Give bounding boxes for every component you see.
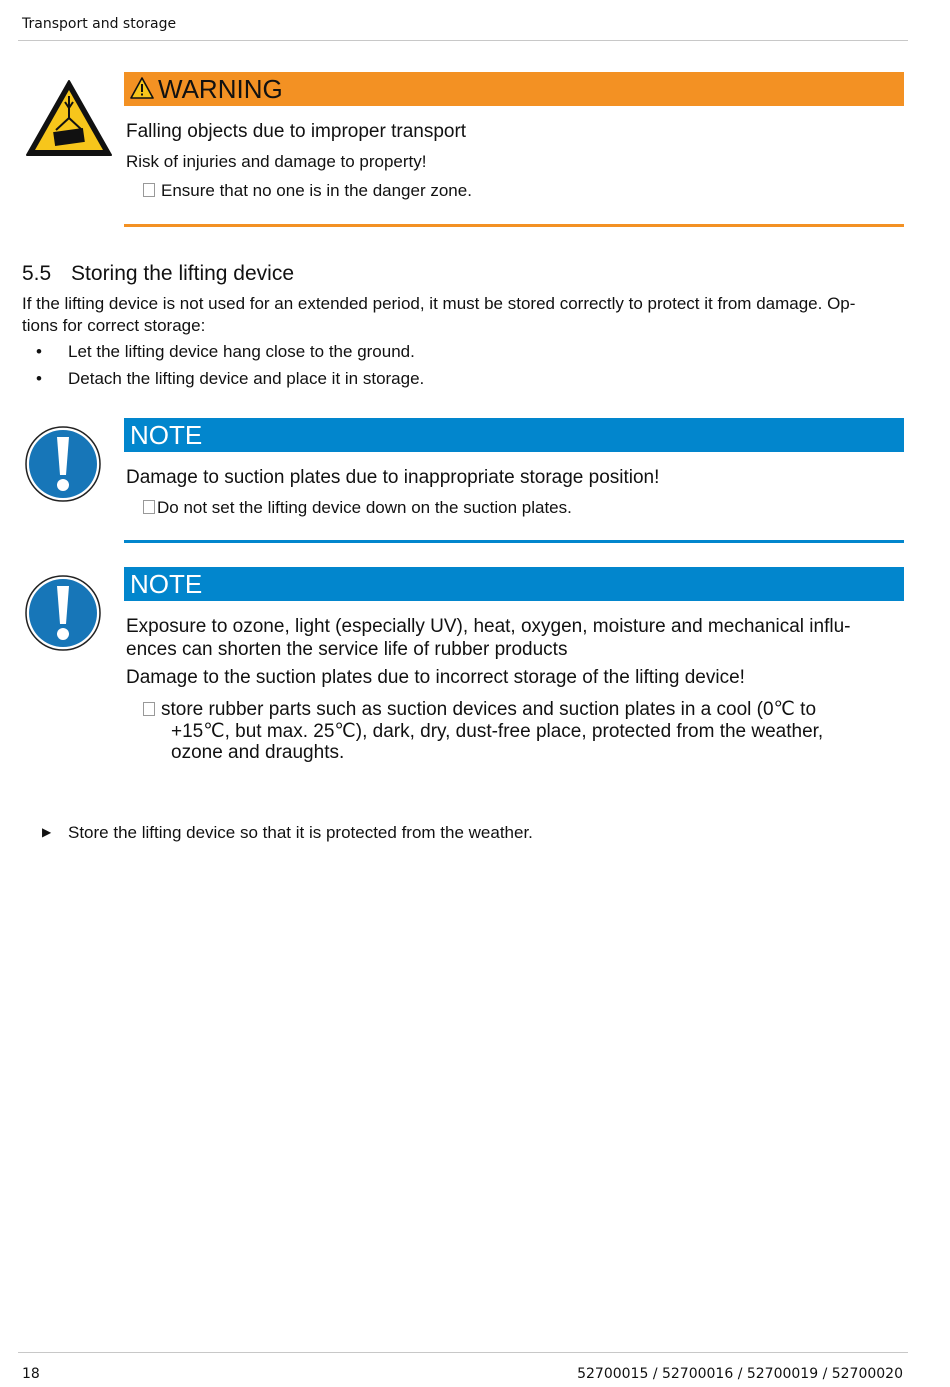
bullet-item: • Detach the lifting device and place it in storage. [36,369,425,388]
section-intro-line2: tions for correct storage: [22,316,206,335]
note-banner: NOTE [124,418,904,452]
note-banner: NOTE [124,567,904,601]
note1-end-rule [124,540,904,543]
page-number: 18 [22,1366,40,1382]
bullet-item: • Let the lifting device hang close to the ground. [36,342,415,361]
document-numbers: 52700015 / 52700016 / 52700019 / 52700020 [577,1366,903,1382]
warning-banner [124,72,904,106]
section-title: Storing the lifting device [71,262,295,285]
footer-rule [18,1352,908,1353]
warning-triangle-icon [130,73,154,95]
section-number: 5.5 [22,262,52,285]
note2-consequence: Damage to the suction plates due to incorrect storage of the lifting device! [126,667,745,688]
warning-title: Falling objects due to improper transport [126,121,467,142]
checkbox-square-icon [143,183,155,197]
note2-title-line1: Exposure to ozone, light (especially UV), heat, oxygen, moisture and mechanical influ- [126,616,851,637]
bullet-dot-icon: • [36,342,42,361]
running-header: Transport and storage [22,16,177,32]
note1-action: Do not set the lifting device down on the suction plates. [143,498,572,518]
note2-title-line2: ences can shorten the service life of rubber products [126,639,568,660]
warning-risk: Risk of injuries and damage to property! [126,152,427,171]
note2-action-line3: ozone and draughts. [171,742,345,763]
exclamation-icon [24,425,102,503]
note2-action-line1: store rubber parts such as suction devices and suction plates in a cool (0℃ to [143,698,816,721]
section-intro-line1: If the lifting device is not used for an extended period, it must be stored correctly to protect it from damage. Op- [22,294,856,313]
warning-label: WARNING [158,74,283,104]
arrow-right-icon: ▶ [42,825,52,839]
bullet-dot-icon: • [36,369,42,388]
note2-action-line2: +15℃, but max. 25℃), dark, dry, dust-free place, protected from the weather, [171,721,824,742]
warning-end-rule [124,224,904,227]
section-heading [22,262,294,286]
warning-action: Ensure that no one is in the danger zone. [143,181,472,201]
falling-load-icon [24,78,114,158]
checkbox-square-icon [143,702,155,716]
exclamation-icon [24,574,102,652]
note1-title: Damage to suction plates due to inappropriate storage position! [126,467,660,488]
header-rule [18,40,908,41]
checkbox-square-icon [143,500,155,514]
instruction-step: ▶ Store the lifting device so that it is protected from the weather. [42,823,533,842]
